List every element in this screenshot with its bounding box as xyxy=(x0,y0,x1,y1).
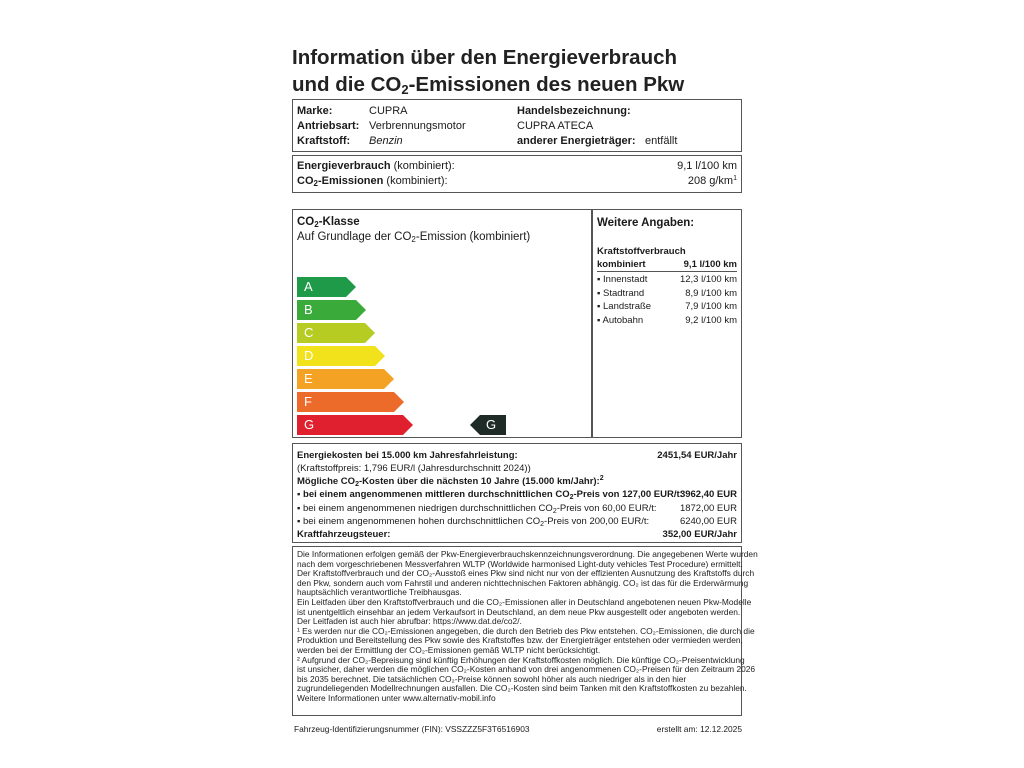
costs-box xyxy=(292,443,742,543)
legal-line: den Pkw, sondern auch vom Fahrstil und anderen nichttechnischen Faktoren abhängig. CO₂ ist das für die Erderwärmung xyxy=(297,577,749,588)
other-energy-value: entfällt xyxy=(645,135,678,147)
fuel-consumption-item-value: 7,9 l/100 km xyxy=(685,301,737,312)
trade-label: Handelsbezeichnung: xyxy=(517,105,631,117)
co2-class-description: Auf Grundlage der CO2-Emission (kombiniert) xyxy=(297,231,531,244)
fuel-consumption-item-label: ▪ Landstraße xyxy=(597,301,652,312)
legal-line: Der Kraftstoffverbrauch und der CO₂-Ausstoß eines Pkw sind nicht nur von der effizienten Ausnutzung des Kraftstoffs durch xyxy=(297,568,755,579)
brand-label: Marke: xyxy=(297,105,333,117)
page-title xyxy=(292,44,752,100)
legal-line: nach dem vorgeschriebenen Messverfahren WLTP (Worldwide harmonised Light-duty vehicles Test Procedure) ermittelt. xyxy=(297,558,743,569)
legal-line: Ein Leitfaden über den Kraftstoffverbrauch und die CO₂-Emissionen aller in Deutschland angebotenen neuen Pkw-Modelle xyxy=(297,596,752,607)
co2-class-heading: CO2-Klasse xyxy=(297,216,360,229)
co2-class-box xyxy=(292,209,592,438)
legal-line: Produktion und Bereitstellung des Pkw sowie des Kraftstoffes bzw. der Energieträger entstehen oder vermieden werden, xyxy=(297,635,743,646)
fuel-consumption-item-label: ▪ Stadtrand xyxy=(597,287,645,299)
legal-line: Der Leitfaden ist auch hier abrufbar: https://www.dat.de/co2/. xyxy=(297,616,522,627)
created-date: erstellt am: 12.12.2025 xyxy=(656,724,742,734)
fuel-consumption-item-value: 8,9 l/100 km xyxy=(685,287,737,299)
energy-cost-label: Energiekosten bei 15.000 km Jahresfahrleistung: xyxy=(297,450,518,461)
combined-value: 9,1 l/100 km xyxy=(683,259,737,270)
energy-consumption-label: Energieverbrauch (kombiniert): xyxy=(297,160,455,172)
legal-line: werden bei der Ermittlung der CO₂-Emissionen gemäß WLTP nicht berücksichtigt. xyxy=(297,644,601,655)
tax-value: 352,00 EUR/Jahr xyxy=(662,529,737,540)
combined-label: kombiniert xyxy=(597,259,646,270)
brand-value: CUPRA xyxy=(369,105,408,117)
further-heading: Weitere Angaben: xyxy=(597,217,695,229)
co2-cost-row-label: ▪ bei einem angenommenen niedrigen durchschnittlichen $CO_2$-Preis von 60,00 EUR/t: xyxy=(297,502,657,515)
fuel-consumption-item-value: 9,2 l/100 km xyxy=(685,314,737,326)
legal-line: bis 2035 berechnet. Die tatsächlichen CO₂-Preise können sowohl höher als auch niedriger als in den hier xyxy=(297,673,687,684)
co2-cost-row-label: ▪ bei einem angenommenen hohen durchschnittlichen $CO_2$-Preis von 200,00 EUR/t: xyxy=(297,516,650,528)
co2-cost-row-value: 6240,00 EUR xyxy=(679,516,737,527)
co2-class-bar-b xyxy=(297,300,366,320)
co2-class-letter: A xyxy=(304,279,313,294)
legal-line: ist unsicher, daher werden die möglichen CO₂-Kosten anhand von drei angenommenen CO₂-Preisen für den Zeitraum 2026 xyxy=(297,664,756,675)
co2-class-bar-g xyxy=(297,415,413,435)
co2-cost-row-value: 3962,40 EUR xyxy=(679,489,737,500)
consumption-box xyxy=(292,155,742,193)
co2-class-letter: F xyxy=(304,394,312,409)
fuel-price-note: (Kraftstoffpreis: 1,796 EUR/l (Jahresdurchschnitt 2024)) xyxy=(297,463,531,474)
energy-consumption-value: 9,1 l/100 km xyxy=(677,160,737,172)
drive-value: Verbrennungsmotor xyxy=(369,120,466,132)
drive-label: Antriebsart: xyxy=(297,120,360,132)
other-energy-label: anderer Energieträger: xyxy=(517,135,636,147)
vehicle-info-box xyxy=(292,99,742,152)
legal-line: ² Aufgrund der CO₂-Bepreisung sind künftig Erhöhungen der Kraftstoffkosten möglich. Die künftige CO₂-Preisentwicklung xyxy=(297,654,745,665)
title-line-1: Information über den Energieverbrauch xyxy=(292,46,678,69)
legal-line: Die Informationen erfolgen gemäß der Pkw-Energieverbrauchskennzeichnungsverordnung. Die angegebenen Werte wurden xyxy=(297,549,758,559)
legal-line: Weitere Informationen unter www.alternativ-mobil.info xyxy=(297,692,496,703)
fuel-label: Kraftstoff: xyxy=(297,135,351,147)
fuel-value: Benzin xyxy=(369,135,403,147)
co2-costs-heading: Mögliche $CO_2$-Kosten über die nächsten 10 Jahre (15.000 km/Jahr):$^2$ xyxy=(297,475,604,488)
co2-class-letter: E xyxy=(304,371,313,386)
co2-class-letter: B xyxy=(304,302,313,317)
divider xyxy=(597,271,737,272)
co2-emissions-label: CO2-Emissionen (kombiniert): xyxy=(297,175,448,188)
tax-label: Kraftfahrzeugsteuer: xyxy=(297,529,391,540)
legal-line: hauptsächlich verantwortliche Treibhausgas. xyxy=(297,587,462,598)
legal-notes-box xyxy=(292,546,758,716)
co2-class-bar-f xyxy=(297,392,404,412)
co2-class-bar-d xyxy=(297,346,385,366)
legal-line: zugrundeliegenden Modellrechnungen ausfallen. Die CO₂-Kosten sind beim Tanken mit den Kraftstoffkosten zu bezahlen. xyxy=(297,683,747,694)
title-line-2: und die CO2-Emissionen des neuen Pkw xyxy=(292,73,685,97)
legal-line: ist unentgeltlich einsehbar an jedem Verkaufsort in Deutschland, an dem neue Pkw ausgestellt oder angeboten werden. xyxy=(297,606,741,617)
co2-emissions-value: 208 $g/km^1$ xyxy=(687,175,737,187)
trade-value: CUPRA ATECA xyxy=(517,120,594,132)
fuel-consumption-item-label: ▪ Autobahn xyxy=(597,314,644,326)
co2-class-bar-c xyxy=(297,323,375,343)
vin-text: Fahrzeug-Identifizierungsnummer (FIN): VSSZZZ5F3T6516903 xyxy=(294,724,530,734)
co2-class-bar-e xyxy=(297,369,394,389)
fuel-consumption-item-label: ▪ Innenstadt xyxy=(597,274,648,285)
further-info-box xyxy=(592,209,742,438)
current-class-letter: G xyxy=(486,417,497,432)
fuel-consumption-item-value: 12,3 l/100 km xyxy=(679,274,737,285)
co2-class-bar-a xyxy=(297,277,356,297)
co2-class-letter: C xyxy=(304,325,314,340)
energy-cost-value: 2451,54 EUR/Jahr xyxy=(657,450,737,461)
fuel-consumption-heading: Kraftstoffverbrauch xyxy=(597,246,686,257)
co2-class-letter: G xyxy=(304,417,315,432)
legal-line: ¹ Es werden nur die CO₂-Emissionen angegeben, die durch den Betrieb des Pkw entstehen. CO₂-Emissionen, die durch die xyxy=(297,625,755,636)
current-class-indicator xyxy=(470,415,506,435)
co2-cost-row-label: ▪ bei einem angenommenen mittleren durchschnittlichen $CO_2$-Preis von 127,00 EUR/t: xyxy=(297,489,683,501)
co2-class-letter: D xyxy=(304,348,314,363)
co2-cost-row-value: 1872,00 EUR xyxy=(679,502,737,514)
